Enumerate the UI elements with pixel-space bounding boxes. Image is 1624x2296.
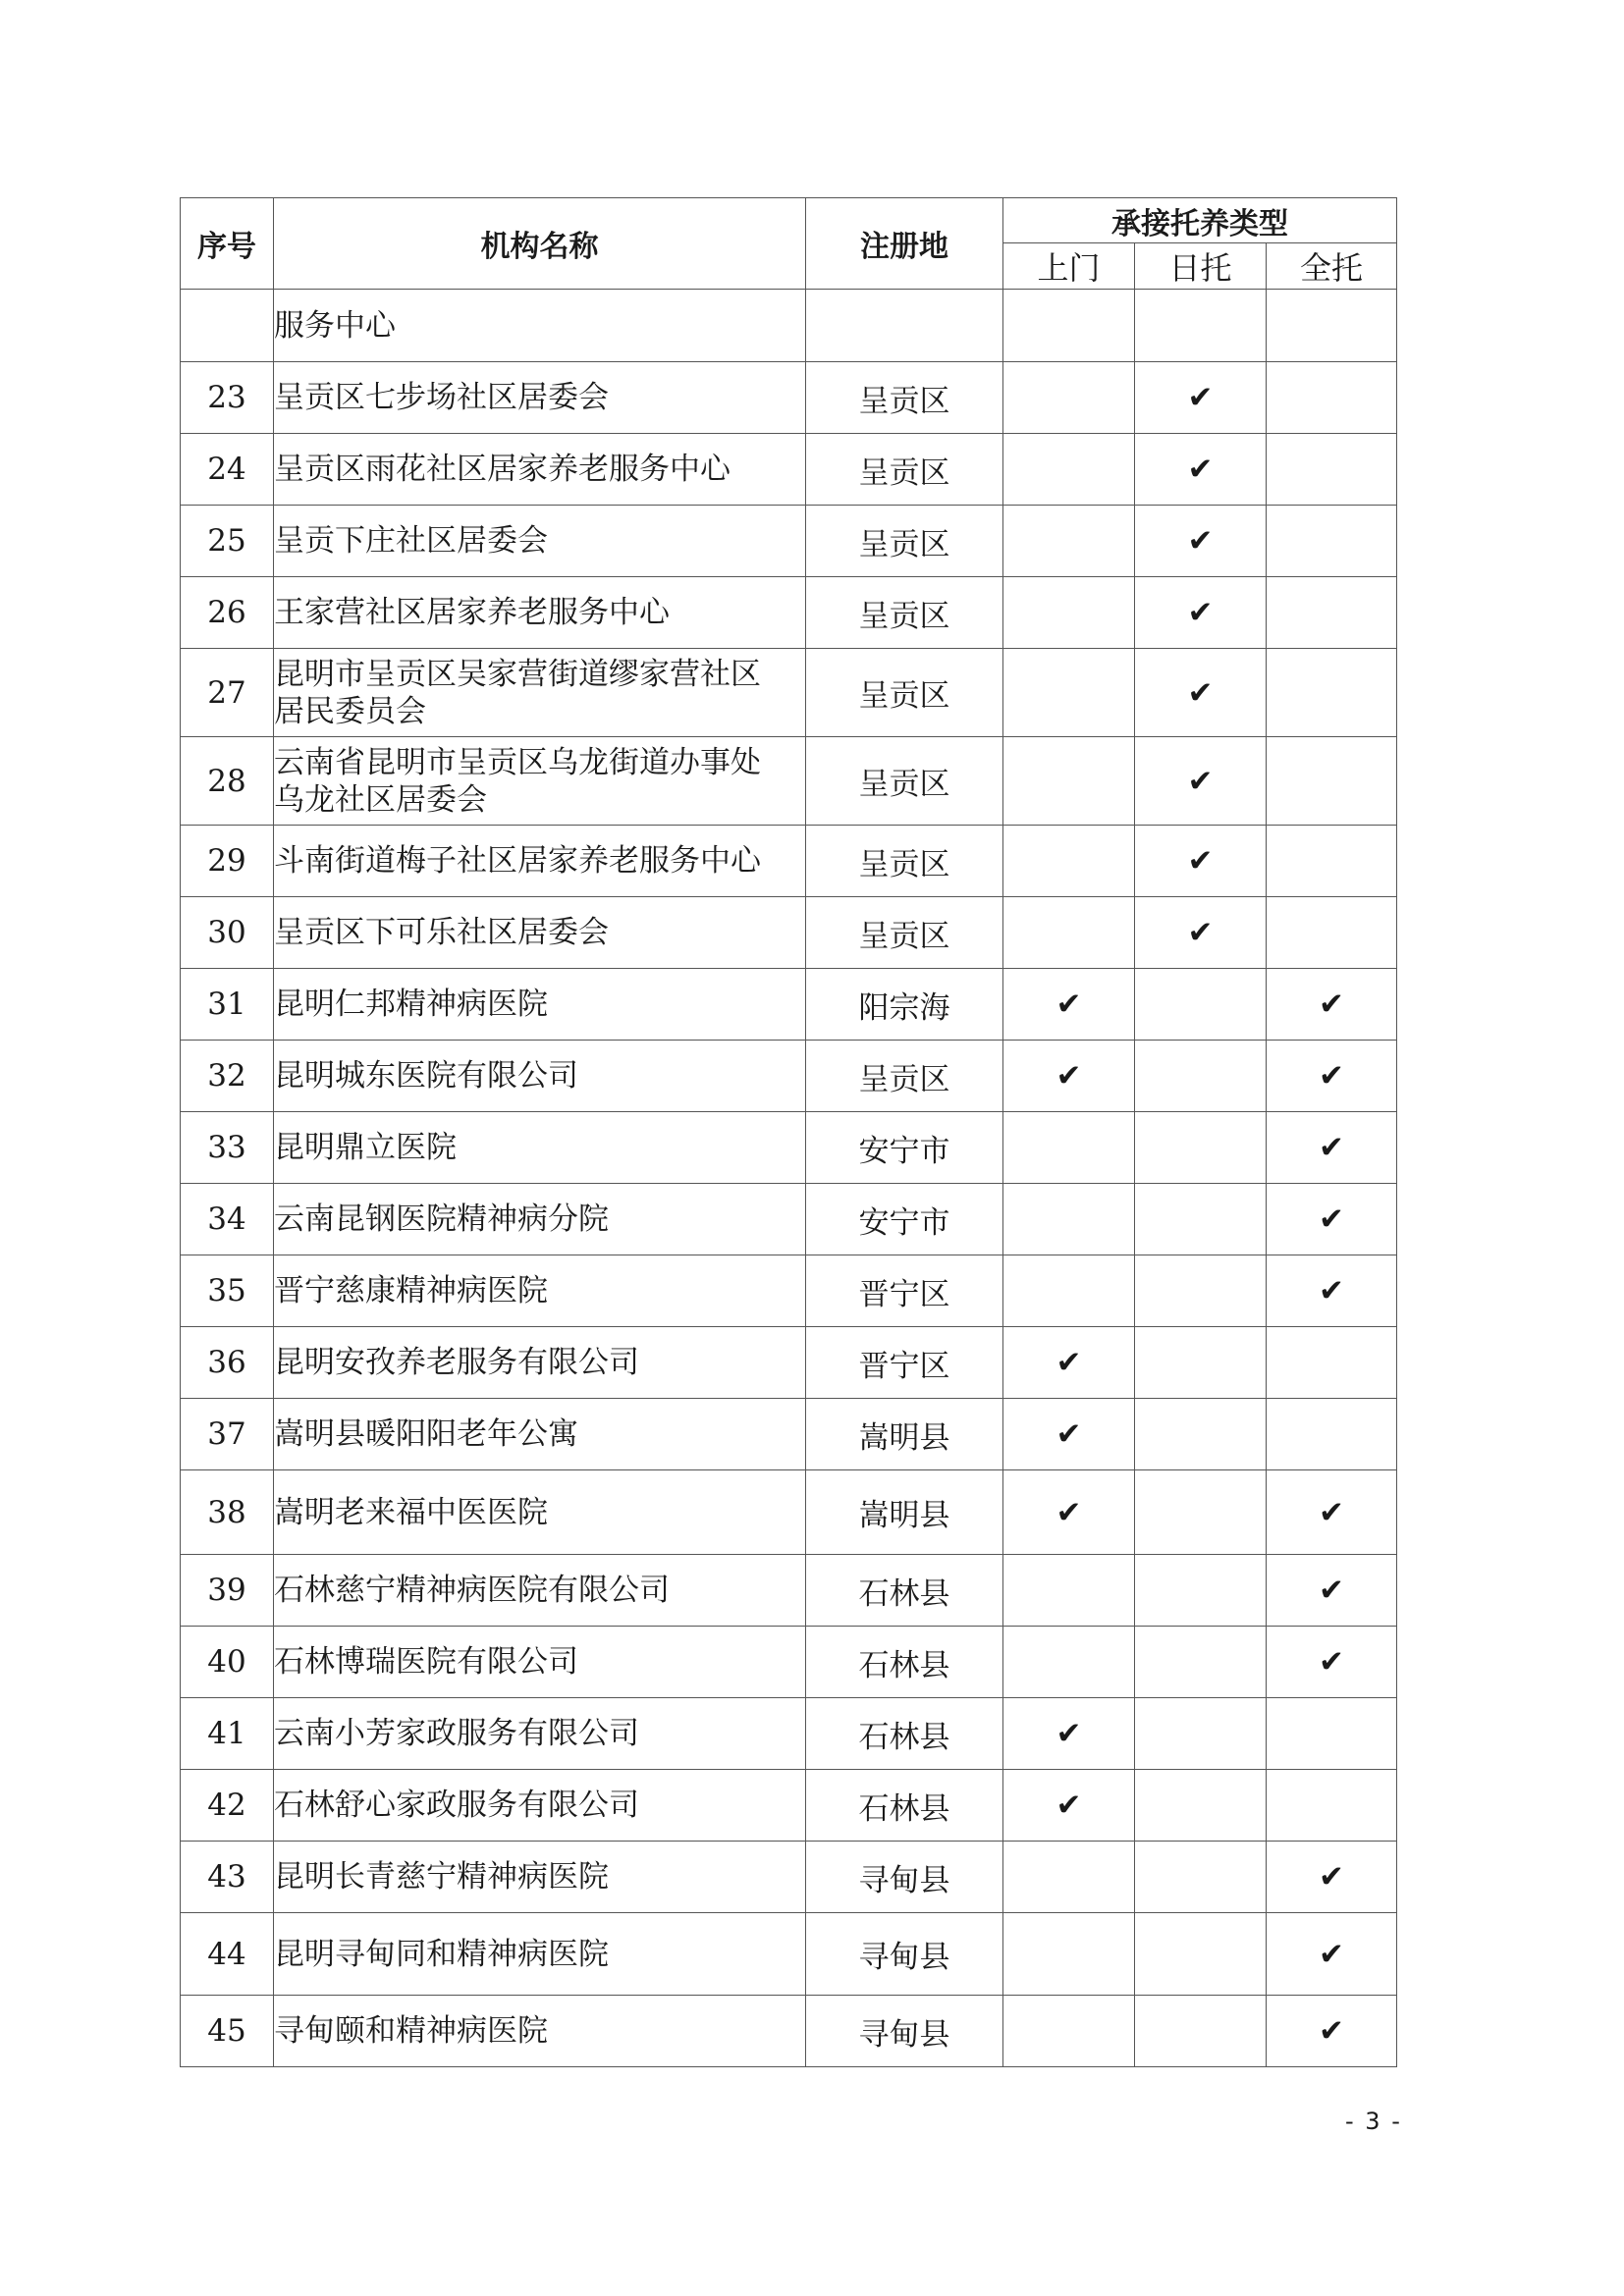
header-type-day: 日托 [1135, 243, 1267, 290]
table-row [181, 577, 1397, 649]
row-number: 39 [181, 1555, 274, 1627]
table-row [181, 434, 1397, 506]
check-mark-icon: ✔ [1187, 595, 1214, 630]
table-row [181, 1041, 1397, 1112]
registration-place: 石林县 [806, 1555, 1003, 1627]
full-care-cell [1267, 1255, 1397, 1327]
table-body [181, 290, 1397, 2067]
institution-name: 石林慈宁精神病医院有限公司 [274, 1555, 806, 1627]
check-mark-icon: ✔ [1319, 1201, 1344, 1237]
check-mark-icon: ✔ [1187, 843, 1214, 879]
day-care-cell [1135, 1399, 1267, 1470]
check-mark-icon: ✔ [1187, 763, 1214, 799]
row-number: 44 [181, 1913, 274, 1996]
registration-place: 嵩明县 [806, 1399, 1003, 1470]
registration-place: 晋宁区 [806, 1327, 1003, 1399]
full-care-cell [1267, 1842, 1397, 1913]
full-care-cell [1267, 826, 1397, 897]
check-mark-icon: ✔ [1056, 1416, 1082, 1452]
full-care-cell [1267, 1184, 1397, 1255]
registration-place: 石林县 [806, 1627, 1003, 1698]
header-type-home: 上门 [1003, 243, 1135, 290]
registration-place: 阳宗海 [806, 969, 1003, 1041]
home-care-cell [1003, 1255, 1135, 1327]
row-number: 26 [181, 577, 274, 649]
registration-place [806, 290, 1003, 362]
day-care-cell [1135, 1470, 1267, 1555]
registration-place: 呈贡区 [806, 897, 1003, 969]
row-number: 30 [181, 897, 274, 969]
check-mark-icon: ✔ [1319, 1859, 1344, 1895]
registration-place: 呈贡区 [806, 506, 1003, 577]
home-care-cell [1003, 577, 1135, 649]
home-care-cell [1003, 1770, 1135, 1842]
row-number: 41 [181, 1698, 274, 1770]
header-name: 机构名称 [274, 198, 806, 290]
institution-name: 斗南街道梅子社区居家养老服务中心 [274, 826, 806, 897]
full-care-cell [1267, 1627, 1397, 1698]
home-care-cell [1003, 434, 1135, 506]
check-mark-icon: ✔ [1319, 1058, 1344, 1094]
row-number: 43 [181, 1842, 274, 1913]
check-mark-icon: ✔ [1056, 1494, 1082, 1530]
registration-place: 寻甸县 [806, 1913, 1003, 1996]
home-care-cell [1003, 1996, 1135, 2067]
header-type-group: 承接托养类型 [1003, 198, 1397, 243]
full-care-cell [1267, 969, 1397, 1041]
institution-name: 昆明寻甸同和精神病医院 [274, 1913, 806, 1996]
table-row [181, 290, 1397, 362]
table-row [181, 1913, 1397, 1996]
home-care-cell [1003, 362, 1135, 434]
institution-name: 云南小芳家政服务有限公司 [274, 1698, 806, 1770]
table-row [181, 1842, 1397, 1913]
home-care-cell [1003, 290, 1135, 362]
check-mark-icon: ✔ [1187, 674, 1214, 711]
table-row [181, 1698, 1397, 1770]
table-row [181, 826, 1397, 897]
day-care-cell [1135, 1913, 1267, 1996]
registration-place: 安宁市 [806, 1184, 1003, 1255]
full-care-cell [1267, 1913, 1397, 1996]
header-registration: 注册地 [806, 198, 1003, 290]
table-row [181, 362, 1397, 434]
day-care-cell [1135, 826, 1267, 897]
table-row [181, 1327, 1397, 1399]
registration-place: 石林县 [806, 1770, 1003, 1842]
check-mark-icon: ✔ [1319, 1130, 1344, 1165]
day-care-cell [1135, 1555, 1267, 1627]
institution-name: 石林博瑞医院有限公司 [274, 1627, 806, 1698]
row-number: 32 [181, 1041, 274, 1112]
header-no: 序号 [181, 198, 274, 290]
registration-place: 呈贡区 [806, 737, 1003, 826]
check-mark-icon: ✔ [1187, 915, 1214, 950]
row-number: 37 [181, 1399, 274, 1470]
table-row [181, 1112, 1397, 1184]
row-number: 38 [181, 1470, 274, 1555]
day-care-cell [1135, 897, 1267, 969]
full-care-cell [1267, 897, 1397, 969]
institution-name: 嵩明老来福中医医院 [274, 1470, 806, 1555]
registration-place: 呈贡区 [806, 577, 1003, 649]
check-mark-icon: ✔ [1056, 987, 1082, 1022]
registration-place: 石林县 [806, 1698, 1003, 1770]
institution-name: 嵩明县暖阳阳老年公寓 [274, 1399, 806, 1470]
full-care-cell [1267, 1698, 1397, 1770]
full-care-cell [1267, 1327, 1397, 1399]
full-care-cell [1267, 1399, 1397, 1470]
home-care-cell [1003, 737, 1135, 826]
full-care-cell [1267, 737, 1397, 826]
day-care-cell [1135, 1255, 1267, 1327]
check-mark-icon: ✔ [1319, 987, 1344, 1022]
home-care-cell [1003, 1627, 1135, 1698]
check-mark-icon: ✔ [1319, 1273, 1344, 1308]
institution-name: 呈贡区下可乐社区居委会 [274, 897, 806, 969]
institution-name: 呈贡下庄社区居委会 [274, 506, 806, 577]
row-number: 25 [181, 506, 274, 577]
full-care-cell [1267, 434, 1397, 506]
table-row [181, 1770, 1397, 1842]
day-care-cell [1135, 1996, 1267, 2067]
check-mark-icon: ✔ [1319, 1573, 1344, 1608]
registration-place: 呈贡区 [806, 649, 1003, 737]
registration-place: 呈贡区 [806, 362, 1003, 434]
day-care-cell [1135, 1327, 1267, 1399]
registration-place: 寻甸县 [806, 1842, 1003, 1913]
row-number: 33 [181, 1112, 274, 1184]
table-row [181, 506, 1397, 577]
table-row [181, 1470, 1397, 1555]
row-number: 23 [181, 362, 274, 434]
full-care-cell [1267, 1996, 1397, 2067]
day-care-cell [1135, 1112, 1267, 1184]
full-care-cell [1267, 1470, 1397, 1555]
registration-place: 嵩明县 [806, 1470, 1003, 1555]
check-mark-icon: ✔ [1319, 1494, 1344, 1530]
row-number: 31 [181, 969, 274, 1041]
check-mark-icon: ✔ [1056, 1716, 1082, 1751]
full-care-cell [1267, 1041, 1397, 1112]
check-mark-icon: ✔ [1056, 1345, 1082, 1380]
home-care-cell [1003, 1842, 1135, 1913]
day-care-cell [1135, 1770, 1267, 1842]
institution-name: 服务中心 [274, 290, 806, 362]
day-care-cell [1135, 1041, 1267, 1112]
check-mark-icon: ✔ [1187, 523, 1214, 559]
day-care-cell [1135, 290, 1267, 362]
home-care-cell [1003, 969, 1135, 1041]
full-care-cell [1267, 649, 1397, 737]
institution-name: 云南昆钢医院精神病分院 [274, 1184, 806, 1255]
home-care-cell [1003, 1041, 1135, 1112]
home-care-cell [1003, 1399, 1135, 1470]
table-row [181, 1184, 1397, 1255]
institution-name: 昆明长青慈宁精神病医院 [274, 1842, 806, 1913]
check-mark-icon: ✔ [1056, 1788, 1082, 1823]
check-mark-icon: ✔ [1056, 1058, 1082, 1094]
table-row [181, 1555, 1397, 1627]
full-care-cell [1267, 1770, 1397, 1842]
row-number: 40 [181, 1627, 274, 1698]
day-care-cell [1135, 1184, 1267, 1255]
day-care-cell [1135, 434, 1267, 506]
institution-name: 寻甸颐和精神病医院 [274, 1996, 806, 2067]
day-care-cell [1135, 577, 1267, 649]
registration-place: 寻甸县 [806, 1996, 1003, 2067]
check-mark-icon: ✔ [1187, 452, 1214, 487]
check-mark-icon: ✔ [1319, 2013, 1344, 2049]
full-care-cell [1267, 577, 1397, 649]
institution-name: 呈贡区七步场社区居委会 [274, 362, 806, 434]
full-care-cell [1267, 1555, 1397, 1627]
row-number: 28 [181, 737, 274, 826]
row-number: 29 [181, 826, 274, 897]
table-row [181, 969, 1397, 1041]
row-number: 24 [181, 434, 274, 506]
day-care-cell [1135, 506, 1267, 577]
table-row [181, 649, 1397, 737]
institution-name: 晋宁慈康精神病医院 [274, 1255, 806, 1327]
table-row [181, 1627, 1397, 1698]
row-number: 42 [181, 1770, 274, 1842]
table-row [181, 1996, 1397, 2067]
institution-table [180, 197, 1397, 2067]
home-care-cell [1003, 649, 1135, 737]
day-care-cell [1135, 649, 1267, 737]
day-care-cell [1135, 1698, 1267, 1770]
day-care-cell [1135, 1627, 1267, 1698]
home-care-cell [1003, 897, 1135, 969]
institution-name: 昆明市呈贡区吴家营街道缪家营社区 居民委员会 [274, 649, 806, 737]
day-care-cell [1135, 362, 1267, 434]
home-care-cell [1003, 826, 1135, 897]
row-number [181, 290, 274, 362]
home-care-cell [1003, 1913, 1135, 1996]
table-row [181, 897, 1397, 969]
row-number: 35 [181, 1255, 274, 1327]
check-mark-icon: ✔ [1187, 380, 1214, 415]
day-care-cell [1135, 737, 1267, 826]
home-care-cell [1003, 1470, 1135, 1555]
institution-name: 昆明城东医院有限公司 [274, 1041, 806, 1112]
institution-name: 石林舒心家政服务有限公司 [274, 1770, 806, 1842]
home-care-cell [1003, 1112, 1135, 1184]
row-number: 36 [181, 1327, 274, 1399]
full-care-cell [1267, 290, 1397, 362]
check-mark-icon: ✔ [1319, 1936, 1344, 1972]
institution-name: 呈贡区雨花社区居家养老服务中心 [274, 434, 806, 506]
registration-place: 呈贡区 [806, 1041, 1003, 1112]
home-care-cell [1003, 1327, 1135, 1399]
day-care-cell [1135, 1842, 1267, 1913]
row-number: 45 [181, 1996, 274, 2067]
home-care-cell [1003, 1555, 1135, 1627]
table-row [181, 1399, 1397, 1470]
full-care-cell [1267, 1112, 1397, 1184]
row-number: 34 [181, 1184, 274, 1255]
institution-name: 云南省昆明市呈贡区乌龙街道办事处 乌龙社区居委会 [274, 737, 806, 826]
check-mark-icon: ✔ [1319, 1644, 1344, 1680]
registration-place: 呈贡区 [806, 826, 1003, 897]
row-number: 27 [181, 649, 274, 737]
home-care-cell [1003, 506, 1135, 577]
table-row [181, 1255, 1397, 1327]
registration-place: 安宁市 [806, 1112, 1003, 1184]
page-number: - 3 - [1345, 2108, 1402, 2135]
institution-name: 昆明安孜养老服务有限公司 [274, 1327, 806, 1399]
full-care-cell [1267, 362, 1397, 434]
institution-name: 昆明鼎立医院 [274, 1112, 806, 1184]
institution-name: 昆明仁邦精神病医院 [274, 969, 806, 1041]
institution-name: 王家营社区居家养老服务中心 [274, 577, 806, 649]
day-care-cell [1135, 969, 1267, 1041]
table-row [181, 737, 1397, 826]
full-care-cell [1267, 506, 1397, 577]
home-care-cell [1003, 1184, 1135, 1255]
header-type-full: 全托 [1267, 243, 1397, 290]
registration-place: 呈贡区 [806, 434, 1003, 506]
home-care-cell [1003, 1698, 1135, 1770]
registration-place: 晋宁区 [806, 1255, 1003, 1327]
